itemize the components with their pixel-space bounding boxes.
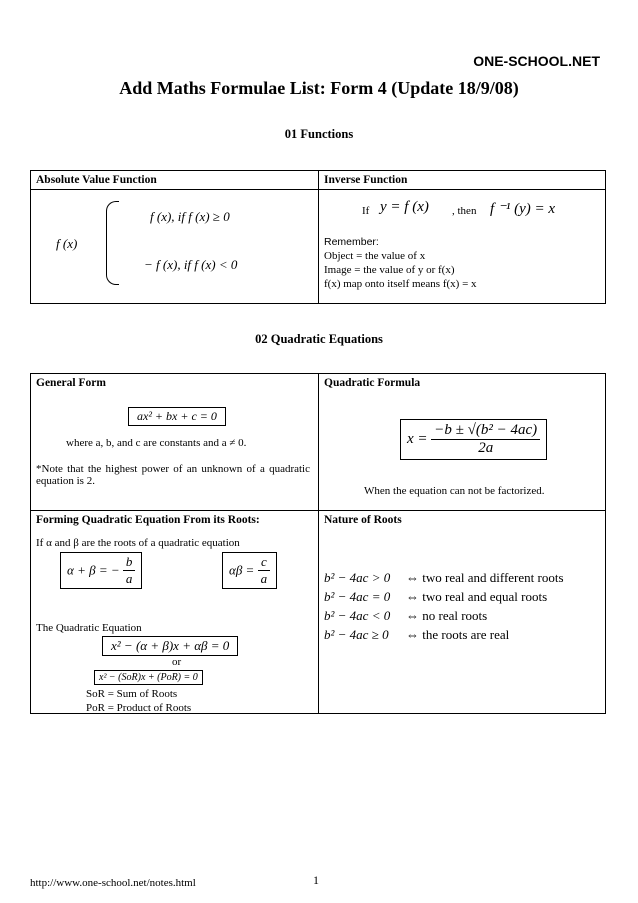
sum-num: b [123, 554, 136, 571]
quadratic-formula-header: Quadratic Formula [324, 377, 421, 389]
inverse-if: If [362, 205, 370, 217]
remember-label: Remember: [324, 236, 379, 248]
prod-lhs: αβ = [229, 562, 255, 578]
root-condition-row [324, 589, 547, 605]
page-title: Add Maths Formulae List: Form 4 (Update 18/9/08) [119, 78, 519, 98]
root-meaning: ⇔ two real and equal roots [406, 589, 548, 604]
root-condition-row [324, 570, 564, 586]
general-form-where: where a, b, and c are constants and a ≠ 0. [66, 437, 247, 449]
absolute-value-cell [31, 190, 319, 304]
inverse-function-header: Inverse Function [319, 171, 606, 190]
quadratic-formula-box [400, 419, 547, 460]
forming-equation-header: Forming Quadratic Equation From its Roots: [36, 514, 260, 526]
nature-of-roots-header: Nature of Roots [324, 514, 402, 526]
inverse-then: , then [452, 205, 477, 217]
root-meaning: ⇔ two real and different roots [406, 570, 564, 585]
general-form-note: *Note that the highest power of an unknown of a quadratic equation is 2. [36, 463, 310, 487]
sor-definition: SoR = Sum of Roots [86, 688, 178, 700]
prod-den: a [260, 571, 268, 586]
root-expr: b² − 4ac = 0 [324, 589, 391, 604]
root-expr: b² − 4ac ≥ 0 [324, 627, 389, 642]
note-map-itself: f(x) map onto itself means f(x) = x [324, 278, 477, 290]
qf-numerator: −b ± √(b² − 4ac) [431, 422, 540, 440]
sum-lhs: α + β = − [67, 562, 120, 578]
product-of-roots-box [222, 552, 277, 589]
root-meaning: ⇔ the roots are real [406, 627, 510, 642]
sum-of-roots-box [60, 552, 142, 589]
abs-case-nonnegative: f (x), if f (x) ≥ 0 [150, 209, 230, 224]
abs-lhs: f (x) [56, 236, 78, 251]
quadratic-formula-cell [319, 374, 606, 511]
qf-denominator: 2a [478, 440, 494, 456]
inverse-eq-y: y = f (x) [380, 199, 429, 215]
note-image: Image = the value of y or f(x) [324, 264, 455, 276]
prod-num: c [258, 554, 271, 571]
absolute-value-header: Absolute Value Function [31, 171, 319, 190]
root-condition-row [324, 608, 487, 624]
por-definition: PoR = Product of Roots [86, 702, 192, 714]
inverse-eq-finv: f ⁻¹ (y) = x [490, 201, 556, 217]
quadratic-equation-label: The Quadratic Equation [36, 622, 142, 634]
root-expr: b² − 4ac < 0 [324, 608, 391, 623]
nature-of-roots-list [324, 526, 600, 704]
general-form-cell [31, 374, 319, 511]
roots-intro: If α and β are the roots of a quadratic equation [36, 537, 240, 549]
functions-table [30, 170, 606, 304]
quadratic-formula-note: When the equation can not be factorized. [364, 485, 545, 497]
page-number: 1 [313, 873, 319, 887]
qf-lhs: x = [407, 431, 428, 447]
sum-den: a [125, 571, 133, 586]
general-form-header: General Form [36, 377, 106, 389]
nature-of-roots-cell [319, 511, 606, 714]
quadratic-equation-sor-por: x² − (SoR)x + (PoR) = 0 [94, 670, 203, 685]
section-heading-quadratic: 02 Quadratic Equations [255, 332, 383, 346]
site-brand: ONE-SCHOOL.NET [473, 53, 600, 69]
general-form-equation: ax² + bx + c = 0 [128, 407, 226, 426]
section-heading-functions: 01 Functions [284, 127, 354, 141]
note-object: Object = the value of x [324, 250, 426, 262]
quadratic-table [30, 373, 606, 714]
root-meaning: ⇔ no real roots [406, 608, 488, 623]
root-condition-row [324, 627, 509, 643]
quadratic-equation-alpha-beta: x² − (α + β)x + αβ = 0 [102, 636, 238, 656]
left-brace-icon [106, 201, 119, 285]
abs-case-negative: − f (x), if f (x) < 0 [144, 257, 238, 272]
or-label: or [172, 656, 182, 668]
forming-equation-cell [31, 511, 319, 714]
root-expr: b² − 4ac > 0 [324, 570, 391, 585]
footer-url[interactable]: http://www.one-school.net/notes.html [30, 877, 196, 889]
inverse-function-cell [319, 190, 606, 304]
